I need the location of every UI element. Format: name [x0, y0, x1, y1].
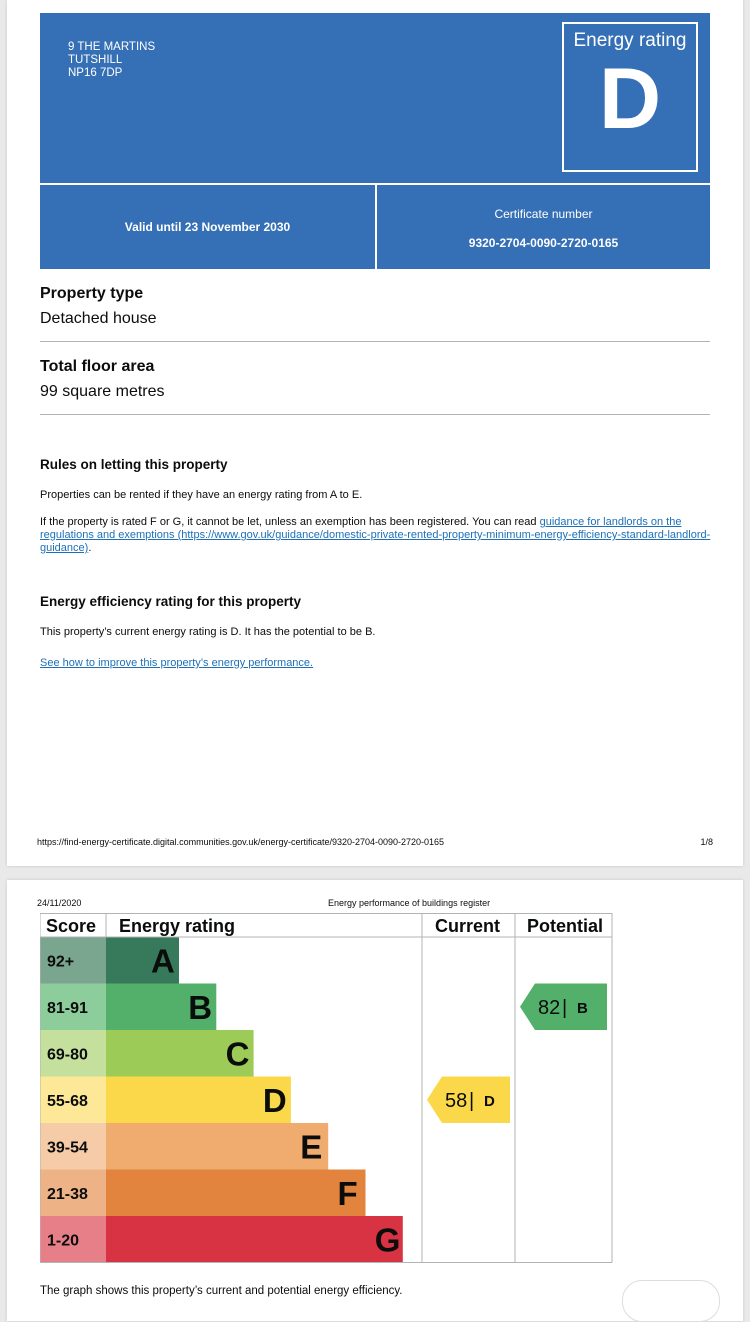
certificate-number-label: Certificate number [494, 207, 593, 221]
address-line-3: NP16 7DP [68, 67, 123, 79]
current-rating-score-value: 58 [445, 1089, 468, 1112]
floor-area-value: 99 square metres [40, 383, 165, 400]
certificate-number-panel [377, 185, 710, 269]
band-score-label-F: 21-38 [47, 1185, 88, 1203]
address-line-1: 9 THE MARTINS [68, 41, 156, 53]
current-rating-rating-letter: D [484, 1092, 495, 1110]
band-letter-F: F [337, 1174, 358, 1212]
band-score-label-G: 1-20 [47, 1232, 80, 1250]
band-letter-B: B [188, 988, 213, 1026]
page-header-title: Energy performance of buildings register [328, 898, 491, 908]
floating-button[interactable] [622, 1280, 720, 1322]
property-type-value: Detached house [40, 310, 157, 327]
band-score-label-B: 81-91 [47, 999, 88, 1017]
score-column-header: Score [46, 916, 97, 936]
property-address [68, 41, 155, 80]
certificate-page-1 [7, 0, 743, 866]
potential-column-header: Potential [527, 916, 604, 936]
band-score-label-A: 92+ [47, 953, 75, 971]
band-letter-D: D [262, 1081, 287, 1119]
letting-rules-heading: Rules on letting this property [40, 457, 228, 472]
efficiency-para-link [40, 657, 715, 670]
band-bar-G [106, 1216, 403, 1263]
letting-rules-para-2 [40, 516, 715, 555]
band-letter-E: E [300, 1128, 323, 1166]
divider [40, 414, 710, 415]
letting-rules-para-1: Properties can be rented if they have an energy rating from A to E. [40, 489, 363, 501]
address-line-2: TUTSHILL [68, 54, 123, 66]
energy-rating-box [562, 22, 698, 172]
letting-rules-para-2-text: If the property is rated F or G, it cannot be let, unless an exemption has been registered. You can read [40, 516, 540, 528]
energy-rating-letter: D [598, 51, 662, 147]
current-column-header: Current [435, 916, 501, 936]
potential-rating-separator: | [562, 996, 568, 1019]
certificate-page-2 [7, 880, 743, 1321]
band-score-label-C: 69-80 [47, 1046, 88, 1064]
energy-rating-label: Energy rating [573, 30, 687, 51]
potential-rating-score-value: 82 [538, 996, 561, 1019]
band-score-label-D: 55-68 [47, 1092, 88, 1110]
valid-until-panel [40, 185, 375, 269]
certificate-number-value: 9320-2704-0090-2720-0165 [468, 236, 619, 250]
chart-caption: The graph shows this property’s current and potential energy efficiency. [40, 1285, 403, 1297]
property-type-heading: Property type [40, 285, 144, 302]
efficiency-para: This property’s current energy rating is D. It has the potential to be B. [40, 626, 376, 638]
energy-rating-chart [40, 913, 620, 1265]
letting-rules-para-2-end: . [88, 542, 92, 554]
band-bar-F [106, 1170, 366, 1217]
band-score-label-E: 39-54 [47, 1139, 88, 1157]
rating-column-header: Energy rating [119, 916, 236, 936]
efficiency-heading: Energy efficiency rating for this property [40, 594, 302, 609]
page-date: 24/11/2020 [37, 898, 82, 908]
footer-url: https://find-energy-certificate.digital.communities.gov.uk/energy-certificate/9320-2704-0090-2720-0165 [37, 837, 445, 847]
floor-area-heading: Total floor area [40, 358, 155, 375]
band-letter-A: A [151, 942, 175, 980]
divider [40, 341, 710, 342]
header-banner [40, 13, 710, 183]
valid-until-text: Valid until 23 November 2030 [124, 220, 291, 234]
band-letter-G: G [374, 1221, 401, 1259]
band-letter-C: C [225, 1035, 250, 1073]
landlord-guidance-link[interactable]: guidance for landlords on the regulations and exemptions (https://www.gov.uk/guidance/domestic-private-rented-property-minimum-energy-efficiency-standard-landlord-guidance) [40, 516, 711, 554]
potential-rating-rating-letter: B [577, 999, 588, 1017]
band-bar-E [106, 1123, 328, 1170]
footer-page-number: 1/8 [700, 837, 713, 847]
current-rating-separator: | [469, 1089, 475, 1112]
improve-performance-link[interactable]: See how to improve this property’s energy performance. [40, 657, 314, 669]
